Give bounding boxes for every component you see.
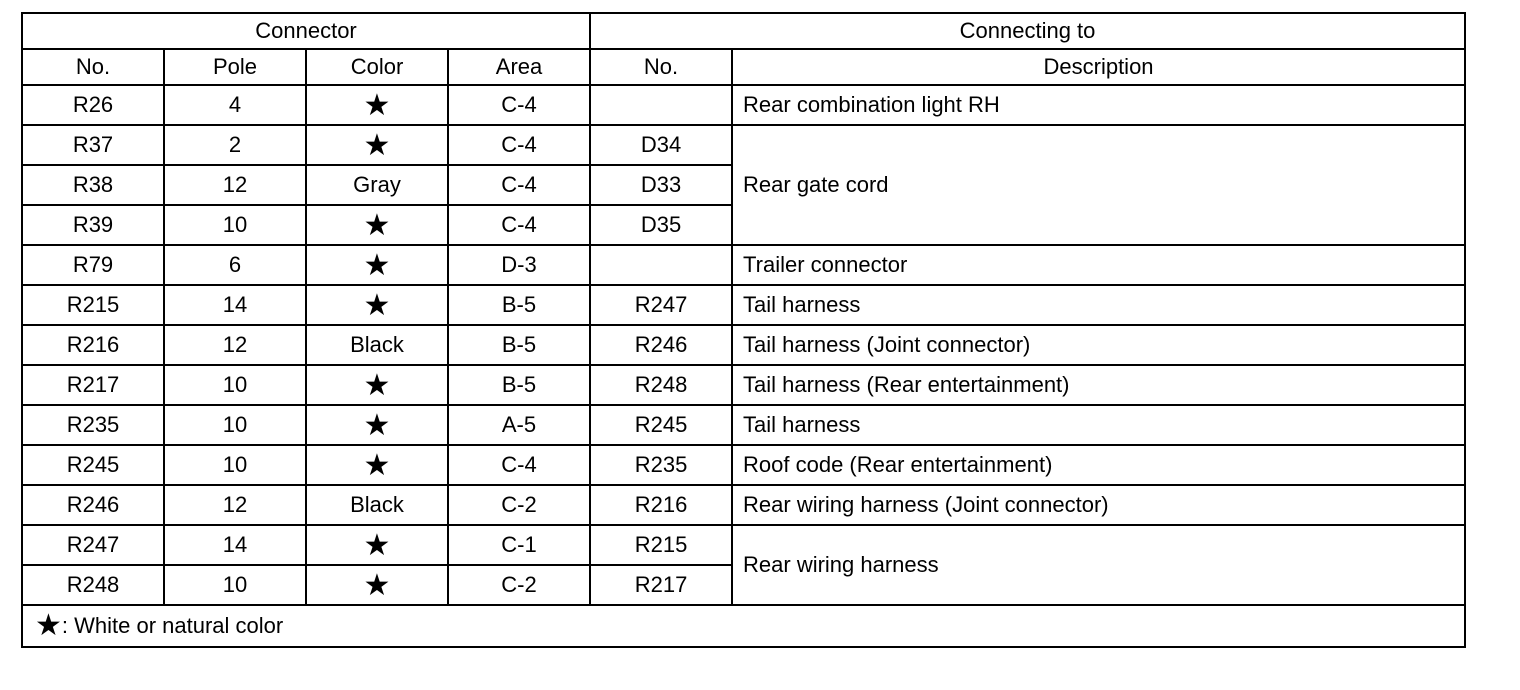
connecting-no-cell: R246 bbox=[590, 325, 732, 365]
description-cell: Roof code (Rear entertainment) bbox=[732, 445, 1465, 485]
pole-cell: 10 bbox=[164, 405, 306, 445]
description-cell: Rear combination light RH bbox=[732, 85, 1465, 125]
star-icon: ★ bbox=[363, 569, 391, 602]
color-cell bbox=[306, 245, 448, 285]
pole-cell: 10 bbox=[164, 565, 306, 605]
star-icon: ★ bbox=[363, 129, 391, 162]
color-cell bbox=[306, 405, 448, 445]
connector-table bbox=[21, 12, 1466, 648]
color-cell bbox=[306, 565, 448, 605]
connector-no-cell: R245 bbox=[22, 445, 164, 485]
area-cell: C-4 bbox=[448, 125, 590, 165]
table-row bbox=[22, 245, 1465, 285]
connecting-no-cell bbox=[590, 85, 732, 125]
connecting-to-group-header: Connecting to bbox=[590, 13, 1465, 49]
description-cell: Tail harness (Rear entertainment) bbox=[732, 365, 1465, 405]
color-column-header: Color bbox=[306, 49, 448, 85]
area-cell: C-4 bbox=[448, 445, 590, 485]
star-icon: ★ bbox=[35, 609, 62, 642]
color-cell bbox=[306, 445, 448, 485]
star-icon: ★ bbox=[363, 529, 391, 562]
connector-no-cell: R246 bbox=[22, 485, 164, 525]
area-cell: D-3 bbox=[448, 245, 590, 285]
area-cell: C-4 bbox=[448, 85, 590, 125]
description-cell: Tail harness bbox=[732, 405, 1465, 445]
pole-cell: 12 bbox=[164, 325, 306, 365]
connecting-no-cell: R215 bbox=[590, 525, 732, 565]
legend-cell bbox=[22, 605, 1465, 647]
connecting-no-cell: R235 bbox=[590, 445, 732, 485]
color-cell: Gray bbox=[306, 165, 448, 205]
star-icon: ★ bbox=[363, 89, 391, 122]
to-no-column-header: No. bbox=[590, 49, 732, 85]
connecting-no-cell: D35 bbox=[590, 205, 732, 245]
table-body bbox=[22, 85, 1465, 605]
connecting-no-cell: R247 bbox=[590, 285, 732, 325]
connecting-no-cell: R248 bbox=[590, 365, 732, 405]
connecting-no-cell bbox=[590, 245, 732, 285]
pole-cell: 10 bbox=[164, 445, 306, 485]
table-row bbox=[22, 525, 1465, 565]
area-cell: B-5 bbox=[448, 285, 590, 325]
star-icon: ★ bbox=[363, 409, 391, 442]
description-cell: Rear gate cord bbox=[732, 125, 1465, 245]
connector-no-cell: R215 bbox=[22, 285, 164, 325]
pole-cell: 6 bbox=[164, 245, 306, 285]
color-cell bbox=[306, 365, 448, 405]
color-cell bbox=[306, 285, 448, 325]
star-icon: ★ bbox=[363, 289, 391, 322]
connecting-no-cell: R245 bbox=[590, 405, 732, 445]
color-cell bbox=[306, 525, 448, 565]
pole-cell: 14 bbox=[164, 285, 306, 325]
pole-cell: 14 bbox=[164, 525, 306, 565]
area-cell: C-2 bbox=[448, 565, 590, 605]
connector-no-cell: R235 bbox=[22, 405, 164, 445]
legend-row bbox=[22, 605, 1465, 647]
pole-column-header: Pole bbox=[164, 49, 306, 85]
star-icon: ★ bbox=[363, 449, 391, 482]
star-icon: ★ bbox=[363, 369, 391, 402]
no-column-header: No. bbox=[22, 49, 164, 85]
description-cell: Trailer connector bbox=[732, 245, 1465, 285]
connector-no-cell: R39 bbox=[22, 205, 164, 245]
color-cell bbox=[306, 205, 448, 245]
area-cell: B-5 bbox=[448, 365, 590, 405]
table-row bbox=[22, 325, 1465, 365]
table-row bbox=[22, 485, 1465, 525]
connector-no-cell: R37 bbox=[22, 125, 164, 165]
color-cell: Black bbox=[306, 485, 448, 525]
area-cell: C-1 bbox=[448, 525, 590, 565]
area-cell: C-2 bbox=[448, 485, 590, 525]
connector-no-cell: R217 bbox=[22, 365, 164, 405]
color-cell: Black bbox=[306, 325, 448, 365]
color-cell bbox=[306, 125, 448, 165]
connecting-no-cell: R216 bbox=[590, 485, 732, 525]
pole-cell: 10 bbox=[164, 365, 306, 405]
description-cell: Rear wiring harness (Joint connector) bbox=[732, 485, 1465, 525]
description-column-header: Description bbox=[732, 49, 1465, 85]
area-cell: B-5 bbox=[448, 325, 590, 365]
connecting-no-cell: R217 bbox=[590, 565, 732, 605]
connector-no-cell: R38 bbox=[22, 165, 164, 205]
column-header-row bbox=[22, 49, 1465, 85]
area-cell: C-4 bbox=[448, 205, 590, 245]
pole-cell: 10 bbox=[164, 205, 306, 245]
pole-cell: 12 bbox=[164, 165, 306, 205]
description-cell: Tail harness (Joint connector) bbox=[732, 325, 1465, 365]
connector-group-header: Connector bbox=[22, 13, 590, 49]
description-cell: Rear wiring harness bbox=[732, 525, 1465, 605]
connecting-no-cell: D33 bbox=[590, 165, 732, 205]
connector-no-cell: R248 bbox=[22, 565, 164, 605]
pole-cell: 2 bbox=[164, 125, 306, 165]
star-icon: ★ bbox=[363, 209, 391, 242]
group-header-row bbox=[22, 13, 1465, 49]
table-row bbox=[22, 85, 1465, 125]
description-cell: Tail harness bbox=[732, 285, 1465, 325]
connector-no-cell: R26 bbox=[22, 85, 164, 125]
table-row bbox=[22, 125, 1465, 165]
connector-no-cell: R247 bbox=[22, 525, 164, 565]
pole-cell: 12 bbox=[164, 485, 306, 525]
color-cell bbox=[306, 85, 448, 125]
area-cell: A-5 bbox=[448, 405, 590, 445]
connector-no-cell: R79 bbox=[22, 245, 164, 285]
table-row bbox=[22, 365, 1465, 405]
connecting-no-cell: D34 bbox=[590, 125, 732, 165]
area-column-header: Area bbox=[448, 49, 590, 85]
connector-no-cell: R216 bbox=[22, 325, 164, 365]
table-row bbox=[22, 445, 1465, 485]
table-row bbox=[22, 285, 1465, 325]
table-row bbox=[22, 405, 1465, 445]
legend-text: : White or natural color bbox=[61, 613, 284, 638]
star-icon: ★ bbox=[363, 249, 391, 282]
area-cell: C-4 bbox=[448, 165, 590, 205]
pole-cell: 4 bbox=[164, 85, 306, 125]
